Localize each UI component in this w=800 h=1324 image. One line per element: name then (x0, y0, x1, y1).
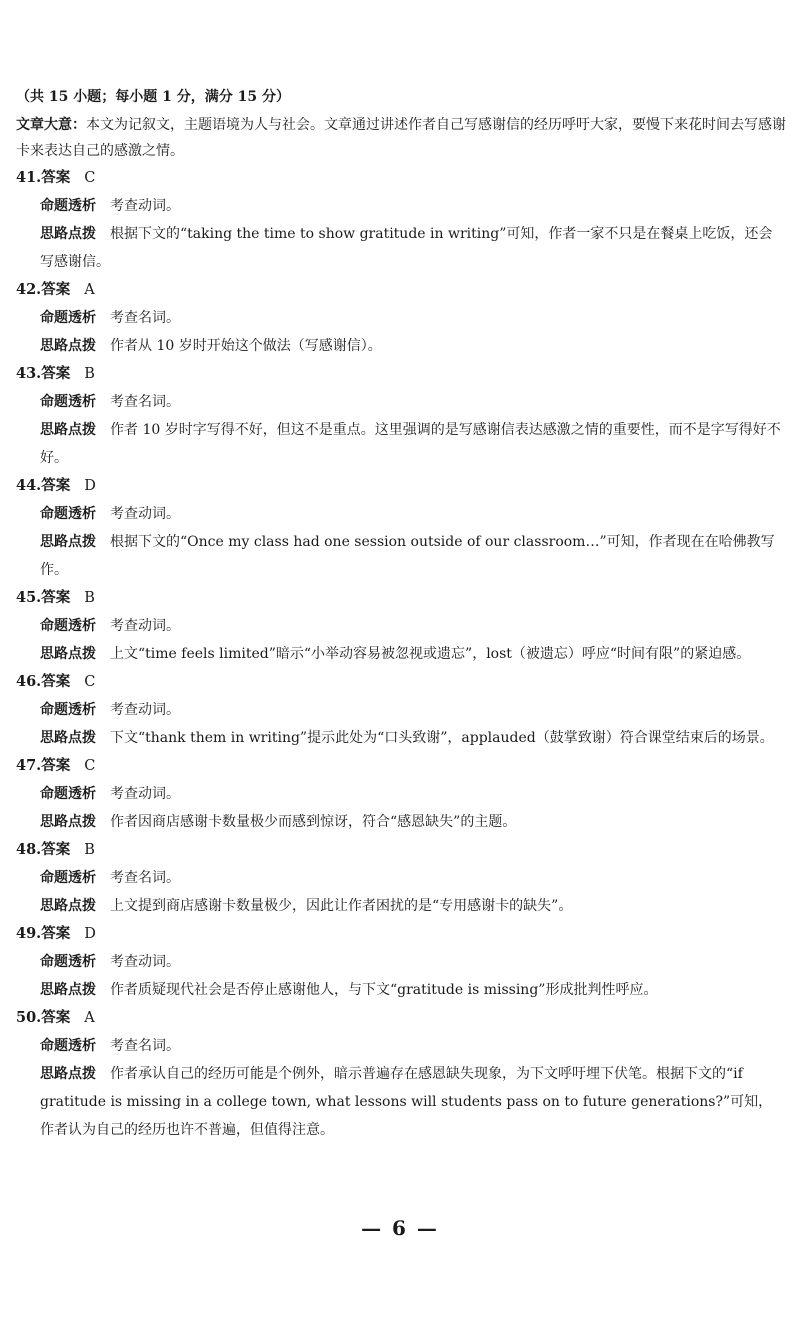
question-item (16, 584, 786, 668)
summary-text: 本文为记叙文，主题语境为人与社会。文章通过讲述作者自己写感谢信的经历呼吁大家，要慢下来花时间去写感谢卡来表达自己的感激之情。 (16, 117, 786, 159)
answer-value: D (84, 926, 96, 942)
hint-label: 思路点拨 (40, 226, 96, 242)
answer-label: 答案 (41, 925, 71, 942)
question-heading (16, 276, 786, 304)
analysis-row (16, 192, 786, 220)
analysis-row (16, 1032, 786, 1060)
analysis-text: 考查动词。 (110, 954, 180, 970)
hint-row (16, 808, 786, 836)
question-number: 50. (16, 1009, 42, 1026)
answer-value: A (84, 282, 95, 298)
question-heading (16, 1004, 786, 1032)
analysis-label: 命题透析 (40, 954, 96, 970)
hint-text: 下文“thank them in writing”提示此处为“口头致谢”，applauded（鼓掌致谢）符合课堂结束后的场景。 (110, 730, 774, 746)
analysis-label: 命题透析 (40, 506, 96, 522)
summary (16, 112, 786, 164)
hint-label: 思路点拨 (40, 898, 96, 914)
analysis-label: 命题透析 (40, 702, 96, 718)
hint-text: 根据下文的“Once my class had one session outside of our classroom…”可知，作者现在在哈佛教写作。 (40, 534, 775, 578)
question-number: 44. (16, 477, 42, 494)
question-number: 42. (16, 281, 42, 298)
question-heading (16, 752, 786, 780)
hint-text: 根据下文的“taking the time to show gratitude in writing”可知，作者一家不只是在餐桌上吃饭，还会写感谢信。 (40, 226, 773, 270)
question-item (16, 472, 786, 584)
analysis-text: 考查动词。 (110, 618, 180, 634)
question-number: 46. (16, 673, 42, 690)
question-number: 48. (16, 841, 42, 858)
summary-label: 文章大意： (16, 117, 86, 133)
answer-value: A (84, 1010, 95, 1026)
analysis-text: 考查动词。 (110, 198, 180, 214)
analysis-row (16, 948, 786, 976)
analysis-label: 命题透析 (40, 198, 96, 214)
hint-label: 思路点拨 (40, 646, 96, 662)
hint-row (16, 976, 786, 1004)
hint-row (16, 892, 786, 920)
question-item (16, 360, 786, 472)
answer-label: 答案 (41, 673, 71, 690)
analysis-text: 考查动词。 (110, 786, 180, 802)
answer-label: 答案 (41, 365, 71, 382)
analysis-label: 命题透析 (40, 786, 96, 802)
analysis-text: 考查名词。 (110, 870, 180, 886)
answer-label: 答案 (41, 169, 71, 186)
analysis-label: 命题透析 (40, 618, 96, 634)
question-item (16, 276, 786, 360)
hint-text: 作者从 10 岁时开始这个做法（写感谢信）。 (110, 338, 382, 354)
hint-label: 思路点拨 (40, 338, 96, 354)
analysis-text: 考查名词。 (110, 1038, 180, 1054)
answer-label: 答案 (41, 589, 71, 606)
analysis-row (16, 388, 786, 416)
analysis-label: 命题透析 (40, 1038, 96, 1054)
answer-label: 答案 (41, 281, 71, 298)
question-number: 47. (16, 757, 42, 774)
analysis-label: 命题透析 (40, 394, 96, 410)
answer-value: B (84, 842, 95, 858)
question-list (16, 164, 786, 1144)
answer-value: C (84, 674, 96, 690)
hint-label: 思路点拨 (40, 730, 96, 746)
hint-label: 思路点拨 (40, 422, 96, 438)
question-item (16, 752, 786, 836)
question-heading (16, 472, 786, 500)
question-heading (16, 164, 786, 192)
hint-row (16, 640, 786, 668)
question-number: 45. (16, 589, 42, 606)
question-heading (16, 584, 786, 612)
hint-row (16, 416, 786, 472)
answer-label: 答案 (41, 477, 71, 494)
analysis-text: 考查名词。 (110, 394, 180, 410)
hint-label: 思路点拨 (40, 1066, 96, 1082)
question-number: 49. (16, 925, 42, 942)
answer-content (16, 86, 786, 1144)
hint-row (16, 724, 786, 752)
answer-label: 答案 (41, 757, 71, 774)
hint-text: 上文提到商店感谢卡数量极少，因此让作者困扰的是“专用感谢卡的缺失”。 (110, 898, 573, 914)
question-heading (16, 920, 786, 948)
question-heading (16, 668, 786, 696)
answer-label: 答案 (41, 1009, 71, 1026)
answer-value: D (84, 478, 96, 494)
hint-label: 思路点拨 (40, 982, 96, 998)
analysis-label: 命题透析 (40, 310, 96, 326)
question-item (16, 836, 786, 920)
analysis-row (16, 304, 786, 332)
hint-row (16, 1060, 786, 1144)
analysis-row (16, 500, 786, 528)
analysis-row (16, 612, 786, 640)
question-item (16, 920, 786, 1004)
analysis-row (16, 780, 786, 808)
hint-row (16, 220, 786, 276)
section-header: （共 15 小题；每小题 1 分，满分 15 分） (16, 89, 290, 105)
question-number: 43. (16, 365, 42, 382)
page-number: — 6 — (361, 1216, 439, 1240)
hint-label: 思路点拨 (40, 814, 96, 830)
hint-row (16, 332, 786, 360)
answer-value: B (84, 590, 95, 606)
answer-value: C (84, 758, 96, 774)
answer-value: C (84, 170, 96, 186)
question-item (16, 1004, 786, 1144)
question-item (16, 164, 786, 276)
analysis-text: 考查动词。 (110, 506, 180, 522)
question-heading (16, 836, 786, 864)
hint-row (16, 528, 786, 584)
hint-text: 作者 10 岁时字写得不好，但这不是重点。这里强调的是写感谢信表达感激之情的重要性，而不是字写得好不好。 (40, 422, 781, 466)
hint-text: 作者质疑现代社会是否停止感谢他人，与下文“gratitude is missing”形成批判性呼应。 (110, 982, 658, 998)
hint-text: 作者承认自己的经历可能是个例外，暗示普遍存在感恩缺失现象，为下文呼吁埋下伏笔。根据下文的“if gratitude is missing in a college town, what lessons will students pass on to future generations?”可知，作者认为自己的经历也许不普遍，但值得注意。 (40, 1066, 773, 1138)
analysis-row (16, 864, 786, 892)
analysis-text: 考查动词。 (110, 702, 180, 718)
analysis-row (16, 696, 786, 724)
hint-text: 上文“time feels limited”暗示“小举动容易被忽视或遗忘”，lost（被遗忘）呼应“时间有限”的紧迫感。 (110, 646, 751, 662)
answer-label: 答案 (41, 841, 71, 858)
question-heading (16, 360, 786, 388)
question-item (16, 668, 786, 752)
hint-label: 思路点拨 (40, 534, 96, 550)
analysis-label: 命题透析 (40, 870, 96, 886)
answer-value: B (84, 366, 95, 382)
analysis-text: 考查名词。 (110, 310, 180, 326)
hint-text: 作者因商店感谢卡数量极少而感到惊讶，符合“感恩缺失”的主题。 (110, 814, 517, 830)
question-number: 41. (16, 169, 42, 186)
